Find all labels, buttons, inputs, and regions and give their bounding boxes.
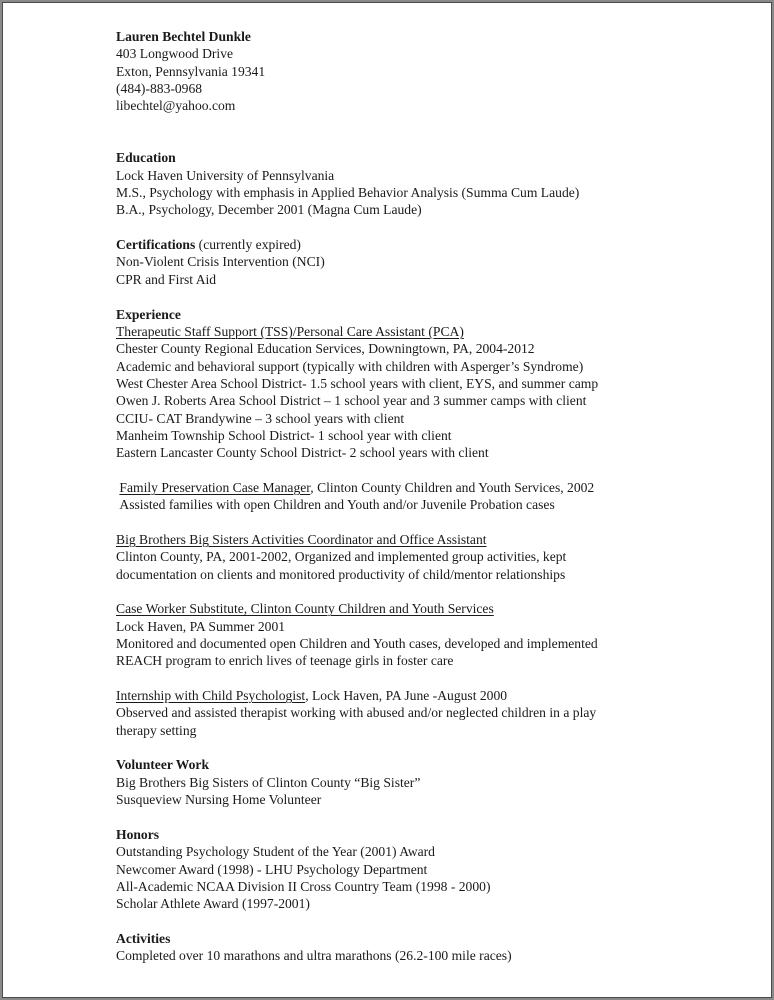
job-detail-line: Manheim Township School District- 1 school year with client (116, 427, 452, 443)
job-detail-line: Assisted families with open Children and Youth and/or Juvenile Probation cases (119, 497, 555, 513)
education-line: M.S., Psychology with emphasis in Applied Behavior Analysis (Summa Cum Laude) (116, 185, 580, 201)
email-address: libechtel@yahoo.com (116, 98, 236, 114)
job-detail-line: documentation on clients and monitored productivity of child/mentor relationships (116, 566, 566, 582)
resume-page (2, 2, 772, 998)
job-detail-line: CCIU- CAT Brandywine – 3 school years with client (116, 410, 405, 426)
job-detail-line: Owen J. Roberts Area School District – 1 school year and 3 summer camps with client (116, 393, 587, 409)
volunteer-line: Big Brothers Big Sisters of Clinton County “Big Sister” (116, 774, 421, 790)
honor-line: Scholar Athlete Award (1997-2001) (116, 896, 310, 912)
job-title-suffix: , Lock Haven, PA June -August 2000 (305, 688, 508, 704)
job-detail-line: Clinton County, PA, 2001-2002, Organized and implemented group activities, kept (116, 549, 567, 565)
job-entry (116, 600, 676, 669)
honor-line: Newcomer Award (1998) - LHU Psychology Department (116, 861, 428, 877)
job-title: Therapeutic Staff Support (TSS)/Personal Care Assistant (PCA) (116, 323, 464, 339)
certifications-section (116, 236, 676, 288)
job-detail-line: Academic and behavioral support (typically with children with Asperger’s Syndrome) (116, 358, 584, 374)
activities-section (116, 930, 676, 965)
job-detail-line: Monitored and documented open Children and Youth cases, developed and implemented (116, 636, 598, 652)
job-entry (116, 531, 676, 583)
job-detail-line: Lock Haven, PA Summer 2001 (116, 618, 286, 634)
contact-block (116, 28, 676, 115)
applicant-name: Lauren Bechtel Dunkle (116, 29, 251, 44)
job-detail-line: Eastern Lancaster County School District- 2 school years with client (116, 445, 489, 461)
volunteer-section (116, 756, 676, 808)
volunteer-line: Susqueview Nursing Home Volunteer (116, 792, 322, 808)
education-section (116, 149, 676, 218)
education-line: Lock Haven University of Pennsylvania (116, 167, 335, 183)
job-title: Big Brothers Big Sisters Activities Coordinator and Office Assistant (116, 531, 487, 547)
job-title: Family Preservation Case Manager (119, 479, 311, 495)
phone-number: (484)-883-0968 (116, 81, 203, 97)
education-line: B.A., Psychology, December 2001 (Magna Cum Laude) (116, 202, 422, 218)
certifications-note: (currently expired) (195, 237, 301, 253)
activities-heading: Activities (116, 930, 171, 946)
job-detail-line: Chester County Regional Education Services, Downingtown, PA, 2004-2012 (116, 341, 535, 357)
experience-section (116, 306, 676, 740)
job-detail-line: REACH program to enrich lives of teenage girls in foster care (116, 653, 454, 669)
education-heading: Education (116, 150, 176, 166)
job-detail-line: West Chester Area School District- 1.5 school years with client, EYS, and summer camp (116, 375, 599, 391)
experience-heading: Experience (116, 306, 181, 322)
honor-line: All-Academic NCAA Division II Cross Country Team (1998 - 2000) (116, 878, 491, 894)
job-entry (116, 687, 676, 739)
address-line-1: 403 Longwood Drive (116, 46, 234, 62)
honors-heading: Honors (116, 826, 160, 842)
honor-line: Outstanding Psychology Student of the Year (2001) Award (116, 844, 435, 860)
job-title: Case Worker Substitute, Clinton County Children and Youth Services (116, 601, 494, 617)
honors-section (116, 826, 676, 913)
job-title: Internship with Child Psychologist (116, 688, 306, 704)
certification-line: CPR and First Aid (116, 271, 217, 287)
job-title-suffix: , Clinton County Children and Youth Services, 2002 (310, 479, 595, 495)
job-entry (116, 323, 676, 462)
volunteer-heading: Volunteer Work (116, 757, 210, 773)
job-detail-line: Observed and assisted therapist working with abused and/or neglected children in a play (116, 705, 597, 721)
job-detail-line: therapy setting (116, 722, 197, 738)
activity-line: Completed over 10 marathons and ultra marathons (26.2-100 mile races) (116, 948, 512, 964)
certification-line: Non-Violent Crisis Intervention (NCI) (116, 254, 325, 270)
address-line-2: Exton, Pennsylvania 19341 (116, 63, 266, 79)
resume-content (116, 28, 676, 965)
certifications-heading: Certifications (116, 237, 196, 253)
job-entry (116, 479, 676, 514)
